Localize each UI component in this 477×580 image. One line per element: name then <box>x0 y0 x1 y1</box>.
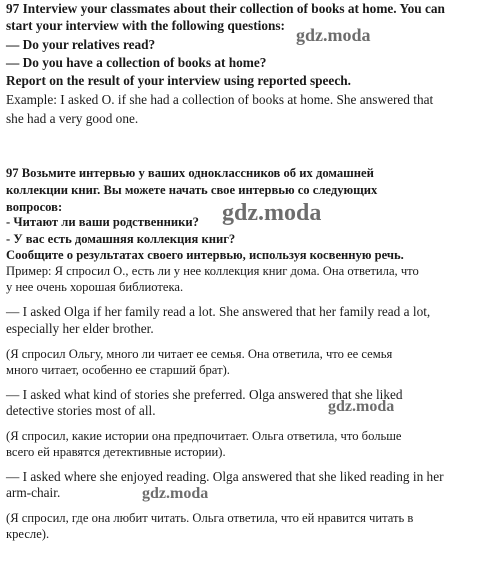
answer-2-en: — I asked what kind of stories she preferred. Olga answered that she liked <box>6 387 403 402</box>
watermark-4: gdz.moda <box>142 485 209 502</box>
question-2-en: — Do you have a collection of books at home? <box>6 55 267 70</box>
task-heading-en: 97 Interview your classmates about their collection of books at home. You can <box>6 1 445 16</box>
answer-1-en: — I asked Olga if her family read a lot. She answered that her family read a lot, <box>6 304 431 319</box>
example-en-cont: she had a very good one. <box>6 111 139 126</box>
watermark-1: gdz.moda <box>296 25 371 45</box>
instruction-en: Report on the result of your interview using reported speech. <box>6 73 351 88</box>
watermark-3: gdz.moda <box>328 398 395 415</box>
example-ru: Пример: Я спросил О., есть ли у нее коллекция книг дома. Она ответила, что <box>6 264 419 278</box>
example-ru-cont: у нее очень хорошая библиотека. <box>6 280 184 294</box>
answer-3-ru-cont: кресле). <box>6 527 50 541</box>
answer-3-ru: (Я спросил, где она любит читать. Ольга ответила, что ей нравится читать в <box>6 511 414 525</box>
answer-2-ru-cont: всего ей нравятся детективные истории). <box>6 445 226 459</box>
answer-2-ru: (Я спросил, какие истории она предпочитает. Ольга ответила, что больше <box>6 429 402 443</box>
answer-1-en-cont: especially her elder brother. <box>6 321 154 336</box>
answer-1-ru-cont: много читает, особенно ее старший брат). <box>6 363 230 377</box>
example-en: Example: I asked O. if she had a collection of books at home. She answered that <box>6 92 434 107</box>
answer-1-ru: (Я спросил Ольгу, много ли читает ее семья. Она ответила, что ее семья <box>6 347 393 361</box>
question-1-en: — Do your relatives read? <box>6 37 156 52</box>
task-text-ru-cont: вопросов: <box>6 200 63 214</box>
task-text-en: start your interview with the following questions: <box>6 18 285 33</box>
watermark-2: gdz.moda <box>222 200 322 226</box>
answer-2-en-cont: detective stories most of all. <box>6 403 156 418</box>
answer-3-en-cont: arm-chair. <box>6 485 61 500</box>
question-2-ru: - У вас есть домашняя коллекция книг? <box>6 232 236 246</box>
instruction-ru: Сообщите о результатах своего интервью, используя косвенную речь. <box>6 248 404 262</box>
question-1-ru: - Читают ли ваши родственники? <box>6 215 199 229</box>
answer-3-en: — I asked where she enjoyed reading. Olga answered that she liked reading in her <box>6 469 444 484</box>
task-heading-ru: 97 Возьмите интервью у ваших одноклассников об их домашней <box>6 166 374 180</box>
task-text-ru: коллекции книг. Вы можете начать свое интервью со следующих <box>6 183 378 197</box>
